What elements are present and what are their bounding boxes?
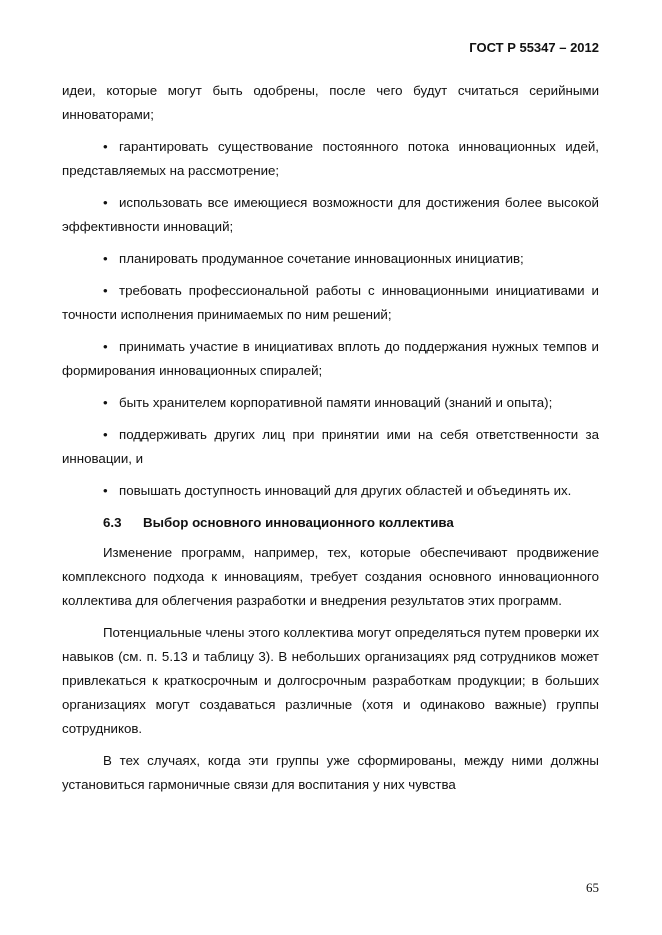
bullet-text: гарантировать существование постоянного потока инновационных идей, представляемых на рассмотрение; bbox=[62, 139, 599, 178]
bullet-marker: • bbox=[103, 483, 108, 498]
bullet-text: требовать профессиональной работы с инновационными инициативами и точности исполнения принимаемых по ним решений; bbox=[62, 283, 599, 322]
bullet-marker: • bbox=[103, 395, 108, 410]
section-number: 6.3 bbox=[103, 515, 122, 530]
bullet-item bbox=[62, 279, 599, 327]
document-header: ГОСТ Р 55347 – 2012 bbox=[469, 40, 599, 55]
bullet-item bbox=[62, 391, 599, 415]
bullet-item bbox=[62, 135, 599, 183]
bullet-item bbox=[62, 191, 599, 239]
bullet-text: поддерживать других лиц при принятии ими на себя ответственности за инновации, и bbox=[62, 427, 599, 466]
body-paragraph: В тех случаях, когда эти группы уже сформированы, между ними должны установиться гармоничные связи для воспитания у них чувства bbox=[62, 753, 599, 792]
bullet-text: планировать продуманное сочетание инновационных инициатив; bbox=[119, 251, 524, 266]
bullet-marker: • bbox=[103, 251, 108, 266]
bullet-marker: • bbox=[103, 339, 108, 354]
bullet-item bbox=[62, 335, 599, 383]
paragraph-continuation: идеи, которые могут быть одобрены, после чего будут считаться серийными инноваторами; bbox=[62, 83, 599, 122]
body-paragraph: Потенциальные члены этого коллектива могут определяться путем проверки их навыков (см. п. 5.13 и таблицу 3). В небольших организациях ряд сотрудников может привлекаться к краткосрочным и долгосрочным разработкам продукции; в больших организациях могут создаваться различные (хотя и одинаково важные) группы сотрудников. bbox=[62, 625, 599, 736]
bullet-marker: • bbox=[103, 139, 108, 154]
bullet-marker: • bbox=[103, 195, 108, 210]
section-title: Выбор основного инновационного коллектива bbox=[143, 515, 454, 530]
body-paragraph: Изменение программ, например, тех, которые обеспечивают продвижение комплексного подхода к инновациям, требует создания основного инновационного коллектива для облегчения разработки и внедрения результатов этих программ. bbox=[62, 545, 599, 608]
bullet-item bbox=[62, 247, 599, 271]
bullet-text: использовать все имеющиеся возможности для достижения более высокой эффективности инноваций; bbox=[62, 195, 599, 234]
section-heading bbox=[62, 511, 599, 535]
bullet-text: принимать участие в инициативах вплоть до поддержания нужных темпов и формирования инновационных спиралей; bbox=[62, 339, 599, 378]
bullet-marker: • bbox=[103, 427, 108, 442]
page-number: 65 bbox=[586, 880, 599, 895]
bullet-text: быть хранителем корпоративной памяти инноваций (знаний и опыта); bbox=[119, 395, 553, 410]
bullet-item bbox=[62, 479, 599, 503]
bullet-item bbox=[62, 423, 599, 471]
bullet-text: повышать доступность инноваций для других областей и объединять их. bbox=[119, 483, 572, 498]
page-content bbox=[62, 79, 599, 805]
bullet-marker: • bbox=[103, 283, 108, 298]
